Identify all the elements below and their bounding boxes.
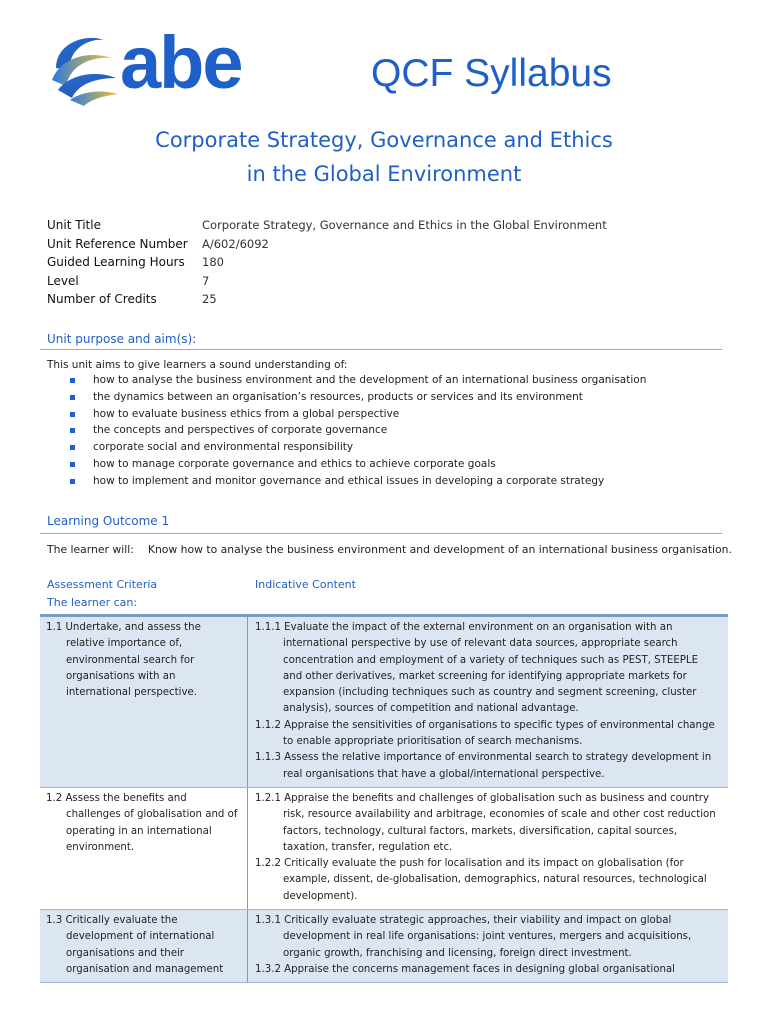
- list-item-text: how to analyse the business environment and the development of an international business organisation: [93, 374, 647, 386]
- list-item-text: corporate social and environmental responsibility: [93, 441, 354, 454]
- meta-value: A/602/6092: [202, 236, 269, 251]
- list-item: [70, 475, 646, 492]
- purpose-heading: Unit purpose and aim(s):: [47, 332, 197, 346]
- meta-value: 7: [202, 273, 210, 288]
- meta-label: Unit Title: [47, 218, 101, 232]
- outcome-heading: Learning Outcome 1: [47, 514, 170, 528]
- meta-row: [47, 255, 607, 274]
- bullet-icon: [70, 445, 75, 450]
- list-item-text: the concepts and perspectives of corporate governance: [93, 424, 388, 437]
- table-row: [40, 910, 728, 983]
- meta-label: Level: [47, 273, 79, 288]
- bullet-icon: [70, 378, 75, 383]
- content-item: 1.1.1 Evaluate the impact of the external environment on an organisation with an international perspective by use of relevant data sources, appropriate search concentration and employment of a variety of techniques such as PEST, STEEPLE and other derivatives, market screening for identifying appropriate markets for expansion (including techniques such as country and segment screening, cluster analysis), sources of competition and national advantage.: [255, 622, 699, 715]
- learner-statement: [47, 543, 732, 556]
- learner-prefix: The learner will:: [47, 543, 134, 556]
- section-divider: [40, 533, 722, 534]
- list-item: [70, 408, 646, 425]
- meta-value: 180: [202, 255, 224, 270]
- content-item: 1.1.2 Appraise the sensitivities of organisations to specific types of environmental change to enable appropriate prioritisation of search mechanisms.: [255, 719, 715, 748]
- purpose-list: [70, 374, 646, 492]
- bullet-icon: [70, 395, 75, 400]
- page-title-line-1: Corporate Strategy, Governance and Ethics: [155, 128, 613, 152]
- list-item: [70, 458, 646, 475]
- abe-logo: [46, 21, 306, 108]
- meta-value: Corporate Strategy, Governance and Ethics in the Global Environment: [202, 218, 607, 232]
- content-item: 1.1.3 Assess the relative importance of environmental search to strategy development in real organisations that have a global/international perspective.: [255, 752, 712, 780]
- header: [46, 21, 726, 108]
- content-cell: [248, 910, 728, 982]
- meta-label: Guided Learning Hours: [47, 255, 185, 270]
- criteria-table: [40, 614, 728, 983]
- criterion-text: 1.3 Critically evaluate the development of international organisations and their organisation and management: [46, 915, 224, 975]
- list-item-text: how to evaluate business ethics from a global perspective: [93, 407, 400, 420]
- page-title-line-2: in the Global Environment: [246, 162, 522, 186]
- bullet-icon: [70, 428, 75, 433]
- criterion-text: 1.1 Undertake, and assess the relative importance of, environmental search for organisations with an international perspective.: [46, 622, 201, 699]
- logo-text: abe: [120, 21, 242, 104]
- assessment-criteria-subheading: The learner can:: [47, 596, 138, 609]
- section-divider: [40, 349, 722, 350]
- table-row: [40, 617, 728, 788]
- content-item: 1.2.2 Critically evaluate the push for localisation and its impact on globalisation (for example, dissent, de-globalisation, demographics, natural resources, technological development).: [255, 858, 707, 902]
- content-item: 1.3.1 Critically evaluate strategic approaches, their viability and impact on global development in real life organisations: joint ventures, mergers and acquisitions, organic growth, franchising and licensing, foreign direct investment.: [255, 915, 692, 959]
- meta-label: Unit Reference Number: [47, 236, 188, 251]
- criterion-cell: [40, 788, 248, 909]
- unit-details: [47, 218, 607, 311]
- content-item: 1.2.1 Appraise the benefits and challenges of globalisation such as business and country risk, resource availability and arbitrage, economies of scale and other cost reduction factors, technology, cultural factors, markets, diversification, capital sources, taxation, transfer, regulation etc.: [255, 792, 716, 853]
- list-item: [70, 391, 646, 408]
- bullet-icon: [70, 462, 75, 467]
- list-item: [70, 374, 646, 391]
- meta-label: Number of Credits: [47, 292, 157, 307]
- document-type: QCF Syllabus: [371, 52, 612, 95]
- list-item: [70, 424, 646, 441]
- criterion-text: 1.2 Assess the benefits and challenges of globalisation and of operating in an international environment.: [46, 792, 238, 853]
- list-item-text: the dynamics between an organisation’s resources, products or services and its environment: [93, 390, 583, 403]
- purpose-intro: This unit aims to give learners a sound understanding of:: [47, 359, 348, 371]
- criterion-cell: [40, 910, 248, 982]
- bullet-icon: [70, 479, 75, 484]
- meta-row: [47, 292, 607, 311]
- content-cell: [248, 788, 728, 909]
- meta-value: 25: [202, 292, 217, 307]
- list-item-text: how to implement and monitor governance and ethical issues in developing a corporate strategy: [93, 474, 605, 487]
- meta-row: [47, 237, 607, 256]
- table-row: [40, 788, 728, 910]
- bullet-icon: [70, 412, 75, 417]
- content-cell: [248, 617, 728, 787]
- list-item-text: how to manage corporate governance and ethics to achieve corporate goals: [93, 457, 496, 470]
- learner-text: Know how to analyse the business environment and development of an international business organisation.: [147, 543, 732, 556]
- indicative-content-heading: Indicative Content: [255, 578, 356, 591]
- content-item: 1.3.2 Appraise the concerns management faces in designing global organisational: [255, 963, 675, 975]
- list-item: [70, 441, 646, 458]
- meta-row: [47, 218, 607, 237]
- assessment-criteria-heading: Assessment Criteria: [47, 578, 158, 591]
- meta-row: [47, 274, 607, 293]
- globe-swirl-icon: [46, 28, 126, 108]
- criterion-cell: [40, 617, 248, 787]
